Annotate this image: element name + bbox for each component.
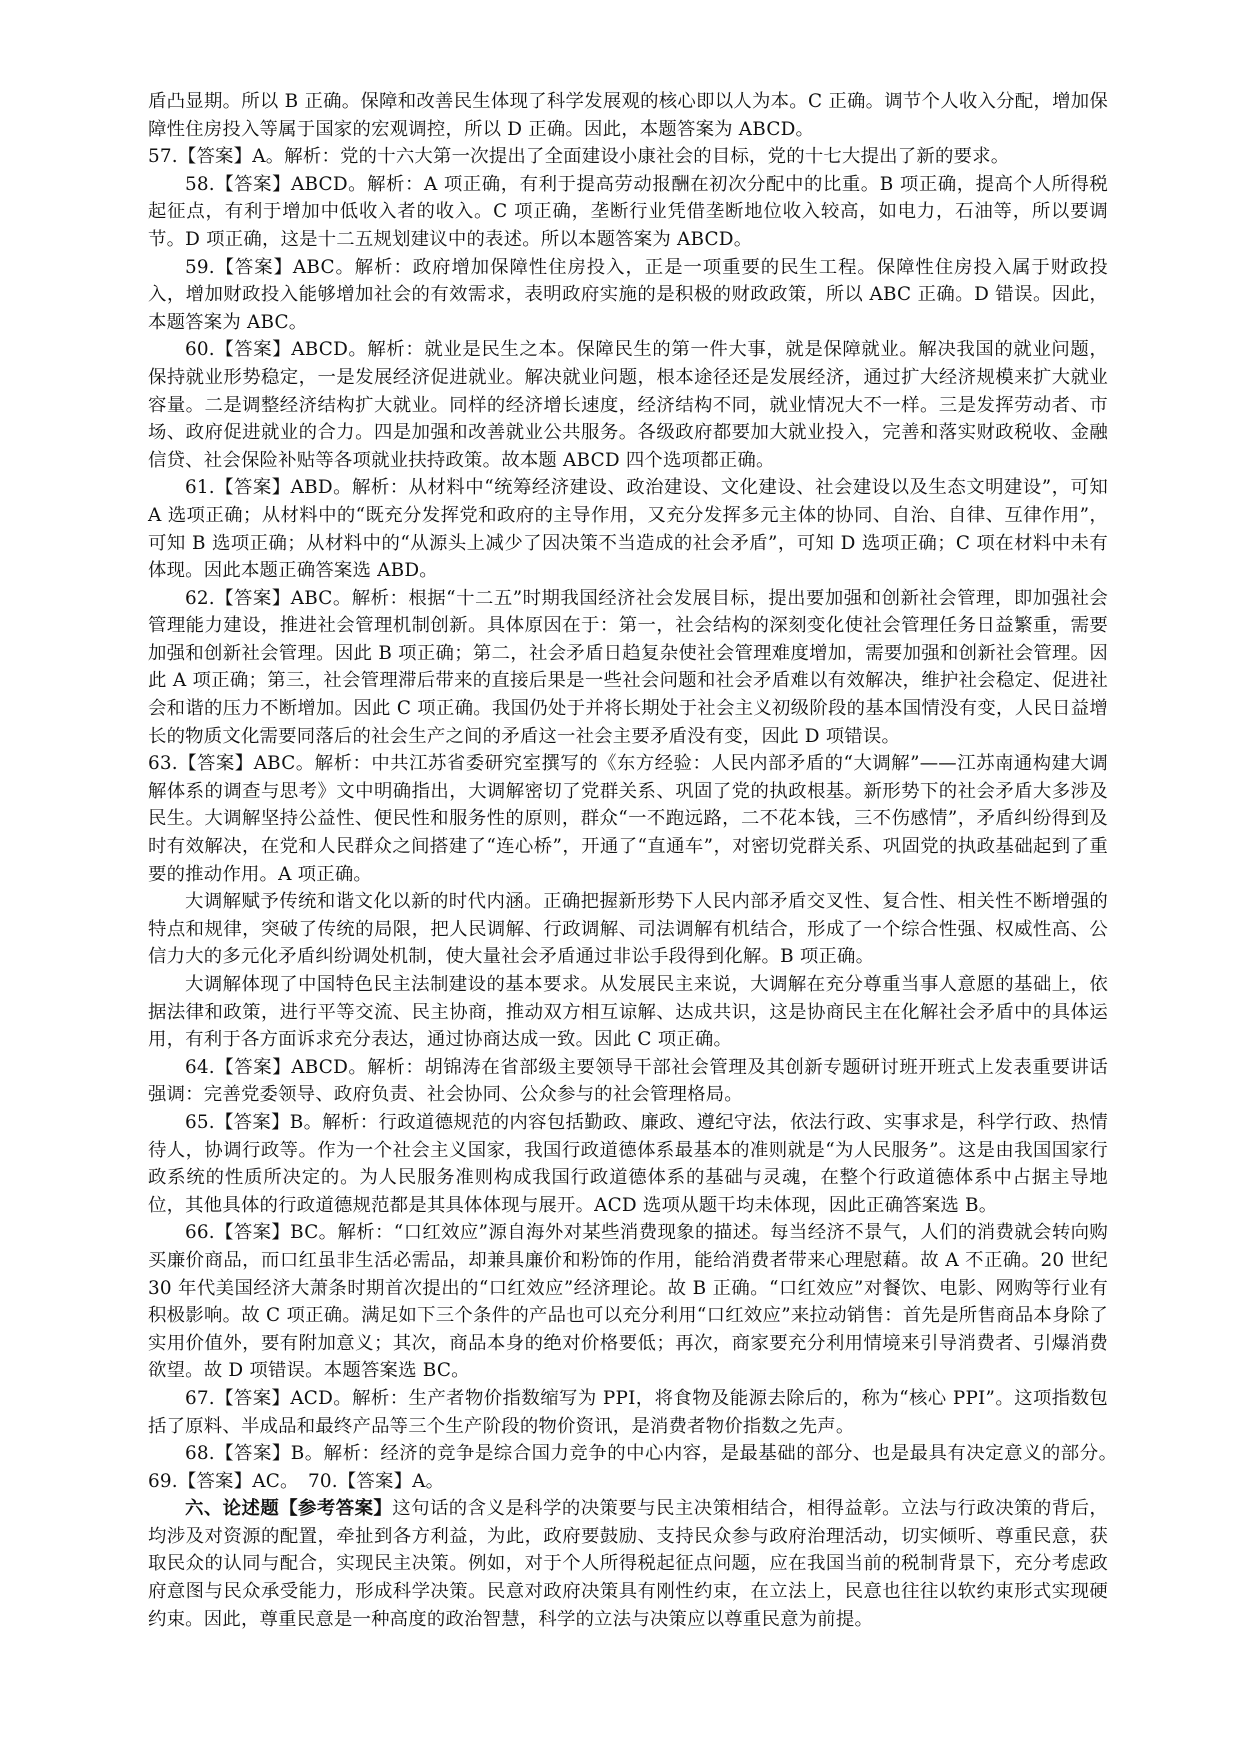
answer-67: 67.【答案】ACD。解析：生产者物价指数缩写为 PPI，将食物及能源去除后的，称为“核心 PPI”。这项指数包括了原料、半成品和最终产品等三个生产阶段的物价资讯，是消费者物价指数之先声。 — [148, 1387, 1108, 1437]
answer-60: 60.【答案】ABCD。解析：就业是民生之本。保障民生的第一件大事，就是保障就业。解决我国的就业问题，保持就业形势稳定，一是发展经济促进就业。解决就业问题，根本途径还是发展经济，通过扩大经济规模来扩大就业容量。二是调整经济结构扩大就业。同样的经济增长速度，经济结构不同，就业情况大不一样。三是发挥劳动者、市场、政府促进就业的合力。四是加强和改善就业公共服务。各级政府都要加大就业投入，完善和落实财政税收、金融信贷、社会保险补贴等各项就业扶持政策。故本题 ABCD 四个选项都正确。 — [148, 339, 1108, 471]
answer-61: 61.【答案】ABD。解析：从材料中“统筹经济建设、政治建设、文化建设、社会建设以及生态文明建设”，可知 A 选项正确；从材料中的“既充分发挥党和政府的主导作用，又充分发挥多元主体的协同、自治、自律、互律作用”，可知 B 选项正确；从材料中的“从源头上减少了因决策不当造成的社会矛盾”，可知 D 选项正确；C 项在材料中未有体现。因此本题正确答案选 ABD。 — [148, 477, 1108, 582]
answer-68-70: 68.【答案】B。解析：经济的竞争是综合国力竞争的中心内容，是最基础的部分、也是最具有决定意义的部分。 69.【答案】AC。 70.【答案】A。 — [148, 1443, 1127, 1492]
answer-63-part-b: 大调解赋予传统和谐文化以新的时代内涵。正确把握新形势下人民内部矛盾交叉性、复合性、相关性不断增强的特点和规律，突破了传统的局限，把人民调解、行政调解、司法调解有机结合，形成了一个综合性强、权威性高、公信力大的多元化矛盾纠纷调处机制，使大量社会矛盾通过非讼手段得到化解。B 项正确。 — [148, 891, 1108, 968]
essay-answer — [148, 1495, 1108, 1633]
answer-57: 57.【答案】A。解析：党的十六大第一次提出了全面建设小康社会的目标，党的十七大提出了新的要求。 — [148, 146, 1010, 168]
paragraph-continued: 盾凸显期。所以 B 正确。保障和改善民生体现了科学发展观的核心即以人为本。C 正确。调节个人收入分配，增加保障性住房投入等属于国家的宏观调控，所以 D 正确。因此，本题答案为 ABCD。 — [148, 91, 1108, 140]
answer-63-part-c: 大调解体现了中国特色民主法制建设的基本要求。从发展民主来说，大调解在充分尊重当事人意愿的基础上，依据法律和政策，进行平等交流、民主协商，推动双方相互谅解、达成共识，这是协商民主在化解社会矛盾中的具体运用，有利于各方面诉求充分表达，通过协商达成一致。因此 C 项正确。 — [148, 974, 1108, 1051]
essay-answer-label: 【参考答案】 — [279, 1498, 393, 1520]
answer-63: 63.【答案】ABC。解析：中共江苏省委研究室撰写的《东方经验：人民内部矛盾的“大调解”——江苏南通构建大调解体系的调查与思考》文中明确指出，大调解密切了党群关系、巩固了党的执政根基。新形势下的社会矛盾大多涉及民生。大调解坚持公益性、便民性和服务性的原则，群众“一不跑远路，二不花本钱，三不伤感情”，矛盾纠纷得到及时有效解决，在党和人民群众之间搭建了“连心桥”，开通了“直通车”，对密切党群关系、巩固党的执政基础起到了重要的推动作用。A 项正确。 — [148, 753, 1108, 885]
answer-66: 66.【答案】BC。解析：“口红效应”源自海外对某些消费现象的描述。每当经济不景气，人们的消费就会转向购买廉价商品，而口红虽非生活必需品，却兼具廉价和粉饰的作用，能给消费者带来心理慰藉。故 A 不正确。20 世纪 30 年代美国经济大萧条时期首次提出的“口红效应”经济理论。故 B 正确。“口红效应”对餐饮、电影、网购等行业有积极影响。故 C 项正确。满足如下三个条件的产品也可以充分利用“口红效应”来拉动销售：首先是所售商品本身除了实用价值外，要有附加意义；其次，商品本身的绝对价格要低；再次，商家要充分利用情境来引导消费者、引爆消费欲望。故 D 项错误。本题答案选 BC。 — [148, 1222, 1108, 1382]
answer-59: 59.【答案】ABC。解析：政府增加保障性住房投入，正是一项重要的民生工程。保障性住房投入属于财政投入，增加财政投入能够增加社会的有效需求，表明政府实施的是积极的财政政策，所以 ABC 正确。D 错误。因此，本题答案为 ABC。 — [148, 256, 1108, 333]
answer-65: 65.【答案】B。解析：行政道德规范的内容包括勤政、廉政、遵纪守法，依法行政、实事求是，科学行政、热情待人，协调行政等。作为一个社会主义国家，我国行政道德体系最基本的准则就是“为人民服务”。这是由我国国家行政系统的性质所决定的。为人民服务准则构成我国行政道德体系的基础与灵魂，在整个行政道德体系中占据主导地位，其他具体的行政道德规范都是其具体体现与展开。ACD 选项从题干均未体现，因此正确答案选 B。 — [148, 1111, 1108, 1216]
answer-62: 62.【答案】ABC。解析：根据“十二五”时期我国经济社会发展目标，提出要加强和创新社会管理，即加强社会管理能力建设，推进社会管理机制创新。具体原因在于：第一，社会结构的深刻变化使社会管理任务日益繁重，需要加强和创新社会管理。因此 B 项正确；第二，社会矛盾日趋复杂使社会管理难度增加，需要加强和创新社会管理。因此 A 项正确；第三，社会管理滞后带来的直接后果是一些社会问题和社会矛盾难以有效解决，维护社会稳定、促进社会和谐的压力不断增加。因此 C 项正确。我国仍处于并将长期处于社会主义初级阶段的基本国情没有变，人民日益增长的物质文化需要同落后的社会生产之间的矛盾这一社会主要矛盾没有变，因此 D 项错误。 — [148, 587, 1108, 747]
essay-heading: 六、论述题 — [185, 1498, 280, 1520]
answer-64: 64.【答案】ABCD。解析：胡锦涛在省部级主要领导干部社会管理及其创新专题研讨班开班式上发表重要讲话强调：完善党委领导、政府负责、社会协同、公众参与的社会管理格局。 — [148, 1056, 1108, 1106]
essay-text: 这句话的含义是科学的决策要与民主决策相结合，相得益彰。立法与行政决策的背后，均涉及对资源的配置，牵扯到各方利益，为此，政府要鼓励、支持民众参与政府治理活动，切实倾听、尊重民意，获取民众的认同与配合，实现民主决策。例如，对于个人所得税起征点问题，应在我国当前的税制背景下，充分考虑政府意图与民众承受能力，形成科学决策。民意对政府决策具有刚性约束，在立法上，民意也往往以软约束形式实现硬约束。因此，尊重民意是一种高度的政治智慧，科学的立法与决策应以尊重民意为前提。 — [148, 1498, 1109, 1630]
answer-58: 58.【答案】ABCD。解析：A 项正确，有利于提高劳动报酬在初次分配中的比重。B 项正确，提高个人所得税起征点，有利于增加中低收入者的收入。C 项正确，垄断行业凭借垄断地位收入较高，如电力，石油等，所以要调节。D 项正确，这是十二五规划建议中的表述。所以本题答案为 ABCD。 — [148, 173, 1108, 250]
document-page — [148, 88, 1127, 1633]
